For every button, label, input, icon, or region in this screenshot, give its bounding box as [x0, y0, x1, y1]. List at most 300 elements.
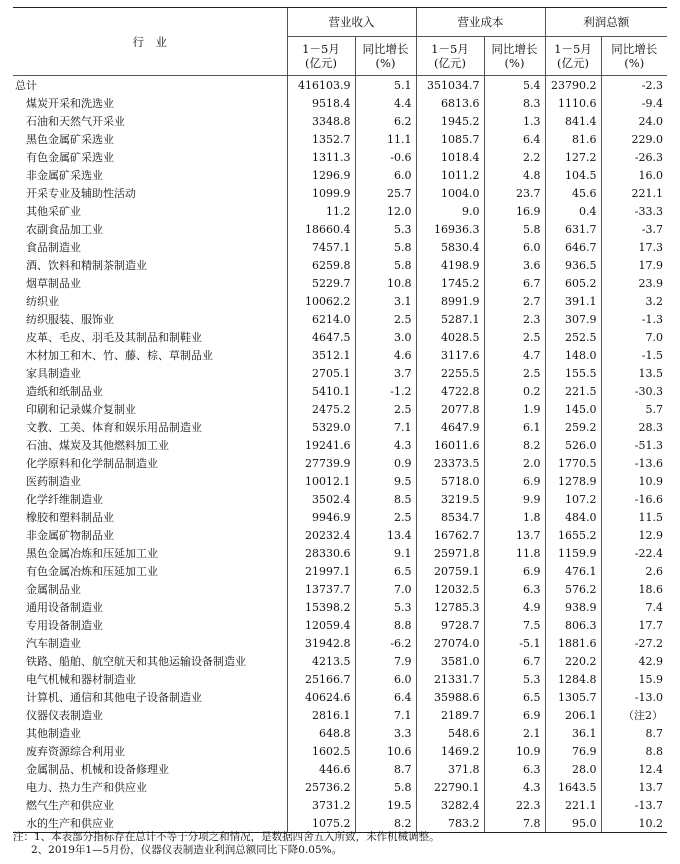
cell-cost: 4647.9 — [416, 418, 484, 436]
cell-cost: 8534.7 — [416, 508, 484, 526]
industry-name: 食品制造业 — [26, 241, 81, 254]
cell-profit-g: 221.1 — [601, 184, 667, 202]
cell-cost: 27074.0 — [416, 634, 484, 652]
cell-cost-g: 23.7 — [484, 184, 545, 202]
cell-rev: 1311.3 — [287, 148, 355, 166]
industry-finance-table — [13, 7, 667, 833]
cell-profit: 1881.6 — [545, 634, 601, 652]
table-row — [13, 436, 667, 454]
industry-name: 开采专业及辅助性活动 — [26, 187, 136, 200]
header-revenue-growth: 同比增长 (%) — [355, 37, 416, 76]
cell-cost-g: 2.0 — [484, 454, 545, 472]
cell-rev: 4213.5 — [287, 652, 355, 670]
industry-name: 铁路、船舶、航空航天和其他运输设备制造业 — [26, 655, 246, 668]
table-row — [13, 526, 667, 544]
cell-cost: 4722.8 — [416, 382, 484, 400]
table-row — [13, 490, 667, 508]
cell-profit: 259.2 — [545, 418, 601, 436]
cell-rev: 28330.6 — [287, 544, 355, 562]
cell-rev: 3348.8 — [287, 112, 355, 130]
cell-rev-g: 7.1 — [355, 706, 416, 724]
cell-profit-g: -51.3 — [601, 436, 667, 454]
cell-rev-g: -1.2 — [355, 382, 416, 400]
table-row — [13, 94, 667, 112]
cell-rev-g: 7.9 — [355, 652, 416, 670]
cell-rev-g: 2.5 — [355, 400, 416, 418]
cell-cost-g: 6.3 — [484, 580, 545, 598]
table-row — [13, 598, 667, 616]
cell-rev-g: 10.8 — [355, 274, 416, 292]
cell-rev: 25736.2 — [287, 778, 355, 796]
cell-rev-g: 9.1 — [355, 544, 416, 562]
cell-profit: 526.0 — [545, 436, 601, 454]
note-1: 注：1、本表部分指标存在总计不等于分项之和情况，是数据四舍五入所致，未作机械调整。 — [13, 831, 440, 843]
cell-cost-g: 4.3 — [484, 778, 545, 796]
cell-profit-g: 12.4 — [601, 760, 667, 778]
cell-cost: 25971.8 — [416, 544, 484, 562]
cell-cost: 4028.5 — [416, 328, 484, 346]
table-row — [13, 760, 667, 778]
industry-name: 非金属矿采选业 — [26, 169, 103, 182]
cell-rev: 3512.1 — [287, 346, 355, 364]
cell-profit: 806.3 — [545, 616, 601, 634]
cell-profit: 221.5 — [545, 382, 601, 400]
industry-name: 其他采矿业 — [26, 205, 81, 218]
cell-cost-g: 8.2 — [484, 436, 545, 454]
cell-cost: 20759.1 — [416, 562, 484, 580]
cell-cost: 1004.0 — [416, 184, 484, 202]
industry-name: 有色金属矿采选业 — [26, 151, 114, 164]
table-row — [13, 382, 667, 400]
cell-cost: 9728.7 — [416, 616, 484, 634]
table-row — [13, 724, 667, 742]
cell-profit: 221.1 — [545, 796, 601, 814]
cell-cost: 5830.4 — [416, 238, 484, 256]
cell-profit-g: -13.7 — [601, 796, 667, 814]
cell-cost: 22790.1 — [416, 778, 484, 796]
industry-name: 非金属矿物制品业 — [26, 529, 114, 542]
cell-rev-g: 3.1 — [355, 292, 416, 310]
cell-profit: 206.1 — [545, 706, 601, 724]
cell-profit: 148.0 — [545, 346, 601, 364]
table-row — [13, 148, 667, 166]
cell-profit: 220.2 — [545, 652, 601, 670]
cell-profit: 576.2 — [545, 580, 601, 598]
cell-cost: 12032.5 — [416, 580, 484, 598]
cell-rev: 4647.5 — [287, 328, 355, 346]
cell-rev: 20232.4 — [287, 526, 355, 544]
cell-profit-g: 10.9 — [601, 472, 667, 490]
cell-cost-g: 16.9 — [484, 202, 545, 220]
cell-cost-g: 0.2 — [484, 382, 545, 400]
table-row — [13, 220, 667, 238]
cell-profit-g: 28.3 — [601, 418, 667, 436]
cell-rev: 1602.5 — [287, 742, 355, 760]
table-row — [13, 508, 667, 526]
cell-cost-g: 11.8 — [484, 544, 545, 562]
industry-name: 文教、工美、体育和娱乐用品制造业 — [26, 421, 202, 434]
industry-name: 医药制造业 — [26, 475, 81, 488]
cell-profit-g: -30.3 — [601, 382, 667, 400]
cell-profit: 36.1 — [545, 724, 601, 742]
cell-cost-g: 4.7 — [484, 346, 545, 364]
cell-rev: 10012.1 — [287, 472, 355, 490]
cell-cost: 2077.8 — [416, 400, 484, 418]
cell-cost-g: 2.2 — [484, 148, 545, 166]
cell-profit-g: 18.6 — [601, 580, 667, 598]
cell-rev: 25166.7 — [287, 670, 355, 688]
industry-name: 燃气生产和供应业 — [26, 799, 114, 812]
cell-rev: 13737.7 — [287, 580, 355, 598]
cell-profit: 307.9 — [545, 310, 601, 328]
cell-rev: 11.2 — [287, 202, 355, 220]
cell-cost: 3219.5 — [416, 490, 484, 508]
cell-cost: 371.8 — [416, 760, 484, 778]
cell-profit: 938.9 — [545, 598, 601, 616]
cell-profit-g: 8.7 — [601, 724, 667, 742]
industry-name: 木材加工和木、竹、藤、棕、草制品业 — [26, 349, 213, 362]
cell-rev-g: 2.5 — [355, 508, 416, 526]
cell-rev: 2705.1 — [287, 364, 355, 382]
cell-profit: 1305.7 — [545, 688, 601, 706]
cell-rev: 1099.9 — [287, 184, 355, 202]
cell-rev: 2816.1 — [287, 706, 355, 724]
industry-name: 家具制造业 — [26, 367, 81, 380]
header-cost: 营业成本 — [416, 8, 545, 37]
cell-profit-g: 10.2 — [601, 814, 667, 833]
cell-rev: 1352.7 — [287, 130, 355, 148]
cell-rev-g: 7.1 — [355, 418, 416, 436]
cell-cost-g: 6.7 — [484, 274, 545, 292]
cell-cost-g: 6.0 — [484, 238, 545, 256]
cell-cost-g: 3.6 — [484, 256, 545, 274]
cell-profit: 127.2 — [545, 148, 601, 166]
cell-cost: 1745.2 — [416, 274, 484, 292]
cell-profit-g: 8.8 — [601, 742, 667, 760]
cell-rev-g: 9.5 — [355, 472, 416, 490]
cell-cost-g: 13.7 — [484, 526, 545, 544]
cell-cost-g: 1.3 — [484, 112, 545, 130]
cell-rev: 27739.9 — [287, 454, 355, 472]
cell-profit: 76.9 — [545, 742, 601, 760]
cell-profit: 391.1 — [545, 292, 601, 310]
table-row — [13, 688, 667, 706]
cell-rev-g: 25.7 — [355, 184, 416, 202]
cell-profit: 1770.5 — [545, 454, 601, 472]
cell-rev-g: 8.8 — [355, 616, 416, 634]
cell-cost-g: 10.9 — [484, 742, 545, 760]
cell-profit: 646.7 — [545, 238, 601, 256]
cell-cost: 16936.3 — [416, 220, 484, 238]
cell-rev: 15398.2 — [287, 598, 355, 616]
table-row — [13, 562, 667, 580]
cell-cost-g: 6.7 — [484, 652, 545, 670]
cell-cost: 351034.7 — [416, 76, 484, 95]
cell-profit-g: 12.9 — [601, 526, 667, 544]
cell-profit: 1655.2 — [545, 526, 601, 544]
cell-cost-g: 5.3 — [484, 670, 545, 688]
cell-profit: 23790.2 — [545, 76, 601, 95]
industry-name: 煤炭开采和洗选业 — [26, 97, 114, 110]
table-row — [13, 202, 667, 220]
cell-profit-g: 24.0 — [601, 112, 667, 130]
table-row — [13, 472, 667, 490]
cell-profit-g: 23.9 — [601, 274, 667, 292]
cell-cost-g: 6.3 — [484, 760, 545, 778]
cell-profit: 484.0 — [545, 508, 601, 526]
header-industry: 行 业 — [13, 8, 287, 76]
cell-profit-g: 13.5 — [601, 364, 667, 382]
cell-cost: 21331.7 — [416, 670, 484, 688]
cell-rev-g: 10.6 — [355, 742, 416, 760]
table-row — [13, 670, 667, 688]
cell-rev: 648.8 — [287, 724, 355, 742]
cell-rev: 18660.4 — [287, 220, 355, 238]
cell-cost: 6813.6 — [416, 94, 484, 112]
cell-cost-g: 9.9 — [484, 490, 545, 508]
industry-name: 化学原料和化学制品制造业 — [26, 457, 158, 470]
cell-profit-g: 17.7 — [601, 616, 667, 634]
cell-profit-g: -13.6 — [601, 454, 667, 472]
cell-cost: 2255.5 — [416, 364, 484, 382]
cell-rev: 19241.6 — [287, 436, 355, 454]
industry-name: 有色金属冶炼和压延加工业 — [26, 565, 158, 578]
header-profit: 利润总额 — [545, 8, 667, 37]
cell-rev-g: 5.3 — [355, 220, 416, 238]
cell-profit: 1278.9 — [545, 472, 601, 490]
table-row — [13, 364, 667, 382]
cell-rev-g: 4.4 — [355, 94, 416, 112]
cell-profit: 95.0 — [545, 814, 601, 833]
cell-profit-g: -26.3 — [601, 148, 667, 166]
header-revenue: 营业收入 — [287, 8, 416, 37]
header-profit-growth: 同比增长 (%) — [601, 37, 667, 76]
industry-name: 烟草制品业 — [26, 277, 81, 290]
header-profit-period: 1－5月 (亿元) — [545, 37, 601, 76]
cell-rev: 12059.4 — [287, 616, 355, 634]
cell-cost-g: 2.5 — [484, 328, 545, 346]
cell-profit: 1159.9 — [545, 544, 601, 562]
cell-rev: 1296.9 — [287, 166, 355, 184]
cell-rev-g: 11.1 — [355, 130, 416, 148]
cell-rev-g: 6.5 — [355, 562, 416, 580]
cell-cost: 16011.6 — [416, 436, 484, 454]
cell-rev: 5410.1 — [287, 382, 355, 400]
table-row — [13, 274, 667, 292]
cell-rev-g: 12.0 — [355, 202, 416, 220]
cell-rev-g: 3.0 — [355, 328, 416, 346]
industry-name: 金属制品、机械和设备修理业 — [26, 763, 169, 776]
cell-cost-g: 4.8 — [484, 166, 545, 184]
cell-rev-g: 5.8 — [355, 778, 416, 796]
table-row-total — [13, 76, 667, 95]
cell-rev-g: 6.0 — [355, 166, 416, 184]
table-row — [13, 346, 667, 364]
cell-cost: 5287.1 — [416, 310, 484, 328]
industry-name: 黑色金属冶炼和压延加工业 — [26, 547, 158, 560]
table-row — [13, 166, 667, 184]
cell-profit-g: 3.2 — [601, 292, 667, 310]
cell-profit-g: 229.0 — [601, 130, 667, 148]
table-row — [13, 112, 667, 130]
cell-cost: 8991.9 — [416, 292, 484, 310]
cell-rev-g: 2.5 — [355, 310, 416, 328]
table-row — [13, 652, 667, 670]
industry-name: 印刷和记录媒介复制业 — [26, 403, 136, 416]
cell-rev: 21997.1 — [287, 562, 355, 580]
cell-rev-g: 8.7 — [355, 760, 416, 778]
industry-name: 水的生产和供应业 — [13, 814, 287, 833]
industry-name: 总计 — [15, 79, 37, 92]
cell-rev-g: 8.5 — [355, 490, 416, 508]
cell-rev-g: 19.5 — [355, 796, 416, 814]
cell-profit-g: -3.7 — [601, 220, 667, 238]
cell-rev-g: 5.3 — [355, 598, 416, 616]
cell-profit: 476.1 — [545, 562, 601, 580]
cell-profit: 1284.8 — [545, 670, 601, 688]
industry-name: 石油和天然气开采业 — [26, 115, 125, 128]
cell-cost-g: 6.1 — [484, 418, 545, 436]
cell-rev-g: 0.9 — [355, 454, 416, 472]
cell-rev: 40624.6 — [287, 688, 355, 706]
cell-cost-g: 6.9 — [484, 706, 545, 724]
cell-cost: 12785.3 — [416, 598, 484, 616]
cell-cost: 3282.4 — [416, 796, 484, 814]
cell-profit-g: 11.5 — [601, 508, 667, 526]
table-row — [13, 778, 667, 796]
cell-rev: 5229.7 — [287, 274, 355, 292]
cell-rev: 5329.0 — [287, 418, 355, 436]
cell-rev-g: 5.8 — [355, 238, 416, 256]
industry-name: 其他制造业 — [26, 727, 81, 740]
cell-profit: 28.0 — [545, 760, 601, 778]
cell-rev: 6259.8 — [287, 256, 355, 274]
cell-profit-g: 16.0 — [601, 166, 667, 184]
cell-profit-g: -22.4 — [601, 544, 667, 562]
cell-rev-g: 7.0 — [355, 580, 416, 598]
table-row — [13, 328, 667, 346]
industry-name: 酒、饮料和精制茶制造业 — [26, 259, 147, 272]
cell-cost-g: 2.7 — [484, 292, 545, 310]
cell-profit-g: -9.4 — [601, 94, 667, 112]
industry-name: 纺织业 — [26, 295, 59, 308]
industry-name: 金属制品业 — [26, 583, 81, 596]
cell-cost: 16762.7 — [416, 526, 484, 544]
cell-cost: 3117.6 — [416, 346, 484, 364]
industry-name: 造纸和纸制品业 — [26, 385, 103, 398]
table-row — [13, 292, 667, 310]
cell-cost-g: -5.1 — [484, 634, 545, 652]
header-cost-period: 1－5月 (亿元) — [416, 37, 484, 76]
table-row — [13, 742, 667, 760]
cell-rev-g: 13.4 — [355, 526, 416, 544]
cell-profit-g: -27.2 — [601, 634, 667, 652]
table-row — [13, 256, 667, 274]
cell-cost-g: 6.9 — [484, 562, 545, 580]
cell-profit-g: -1.3 — [601, 310, 667, 328]
industry-name: 计算机、通信和其他电子设备制造业 — [26, 691, 202, 704]
cell-cost: 783.2 — [416, 814, 484, 833]
cell-rev: 2475.2 — [287, 400, 355, 418]
cell-profit-g: -1.5 — [601, 346, 667, 364]
table-row — [13, 130, 667, 148]
cell-profit: 1110.6 — [545, 94, 601, 112]
industry-name: 通用设备制造业 — [26, 601, 103, 614]
cell-rev-g: 4.6 — [355, 346, 416, 364]
industry-name: 化学纤维制造业 — [26, 493, 103, 506]
industry-name: 黑色金属矿采选业 — [26, 133, 114, 146]
cell-cost: 4198.9 — [416, 256, 484, 274]
cell-profit: 841.4 — [545, 112, 601, 130]
industry-name: 皮革、毛皮、羽毛及其制品和制鞋业 — [26, 331, 202, 344]
cell-cost-g: 6.4 — [484, 130, 545, 148]
cell-rev: 7457.1 — [287, 238, 355, 256]
note-2: 2、2019年1—5月份，仪器仪表制造业利润总额同比下降0.05%。 — [31, 844, 343, 856]
cell-cost-g: 2.5 — [484, 364, 545, 382]
cell-profit-g: 17.3 — [601, 238, 667, 256]
cell-cost-g: 6.9 — [484, 472, 545, 490]
cell-profit-g: 15.9 — [601, 670, 667, 688]
header-cost-growth: 同比增长 (%) — [484, 37, 545, 76]
cell-rev: 6214.0 — [287, 310, 355, 328]
cell-profit-g: -16.6 — [601, 490, 667, 508]
cell-cost-g: 7.5 — [484, 616, 545, 634]
cell-cost: 1085.7 — [416, 130, 484, 148]
cell-profit: 631.7 — [545, 220, 601, 238]
cell-profit: 252.5 — [545, 328, 601, 346]
industry-name: 汽车制造业 — [26, 637, 81, 650]
cell-rev-g: 3.7 — [355, 364, 416, 382]
cell-cost: 1018.4 — [416, 148, 484, 166]
cell-rev-g: -6.2 — [355, 634, 416, 652]
cell-profit: 1643.5 — [545, 778, 601, 796]
table-row — [13, 238, 667, 256]
cell-cost: 3581.0 — [416, 652, 484, 670]
cell-profit: 605.2 — [545, 274, 601, 292]
cell-profit: 107.2 — [545, 490, 601, 508]
cell-cost-g: 2.1 — [484, 724, 545, 742]
cell-profit-g: 7.0 — [601, 328, 667, 346]
cell-cost: 548.6 — [416, 724, 484, 742]
cell-profit-g: -2.3 — [601, 76, 667, 95]
cell-cost: 23373.5 — [416, 454, 484, 472]
cell-rev: 9946.9 — [287, 508, 355, 526]
cell-profit: 45.6 — [545, 184, 601, 202]
cell-cost: 2189.7 — [416, 706, 484, 724]
cell-profit-g: 17.9 — [601, 256, 667, 274]
table-row — [13, 184, 667, 202]
cell-cost-g: 4.9 — [484, 598, 545, 616]
cell-rev-g: 8.2 — [355, 814, 416, 833]
header-revenue-period: 1－5月 (亿元) — [287, 37, 355, 76]
cell-cost-g: 8.3 — [484, 94, 545, 112]
cell-profit: 936.5 — [545, 256, 601, 274]
cell-rev: 446.6 — [287, 760, 355, 778]
cell-profit: 81.6 — [545, 130, 601, 148]
cell-profit-g: 5.7 — [601, 400, 667, 418]
cell-cost-g: 6.5 — [484, 688, 545, 706]
cell-rev: 31942.8 — [287, 634, 355, 652]
cell-rev-g: 6.4 — [355, 688, 416, 706]
table-body — [13, 76, 667, 833]
industry-name: 仪器仪表制造业 — [26, 709, 103, 722]
cell-rev: 3502.4 — [287, 490, 355, 508]
cell-rev-g: 4.3 — [355, 436, 416, 454]
cell-rev-g: 5.8 — [355, 256, 416, 274]
cell-rev: 10062.2 — [287, 292, 355, 310]
cell-rev-g: -0.6 — [355, 148, 416, 166]
cell-profit-g: 13.7 — [601, 778, 667, 796]
